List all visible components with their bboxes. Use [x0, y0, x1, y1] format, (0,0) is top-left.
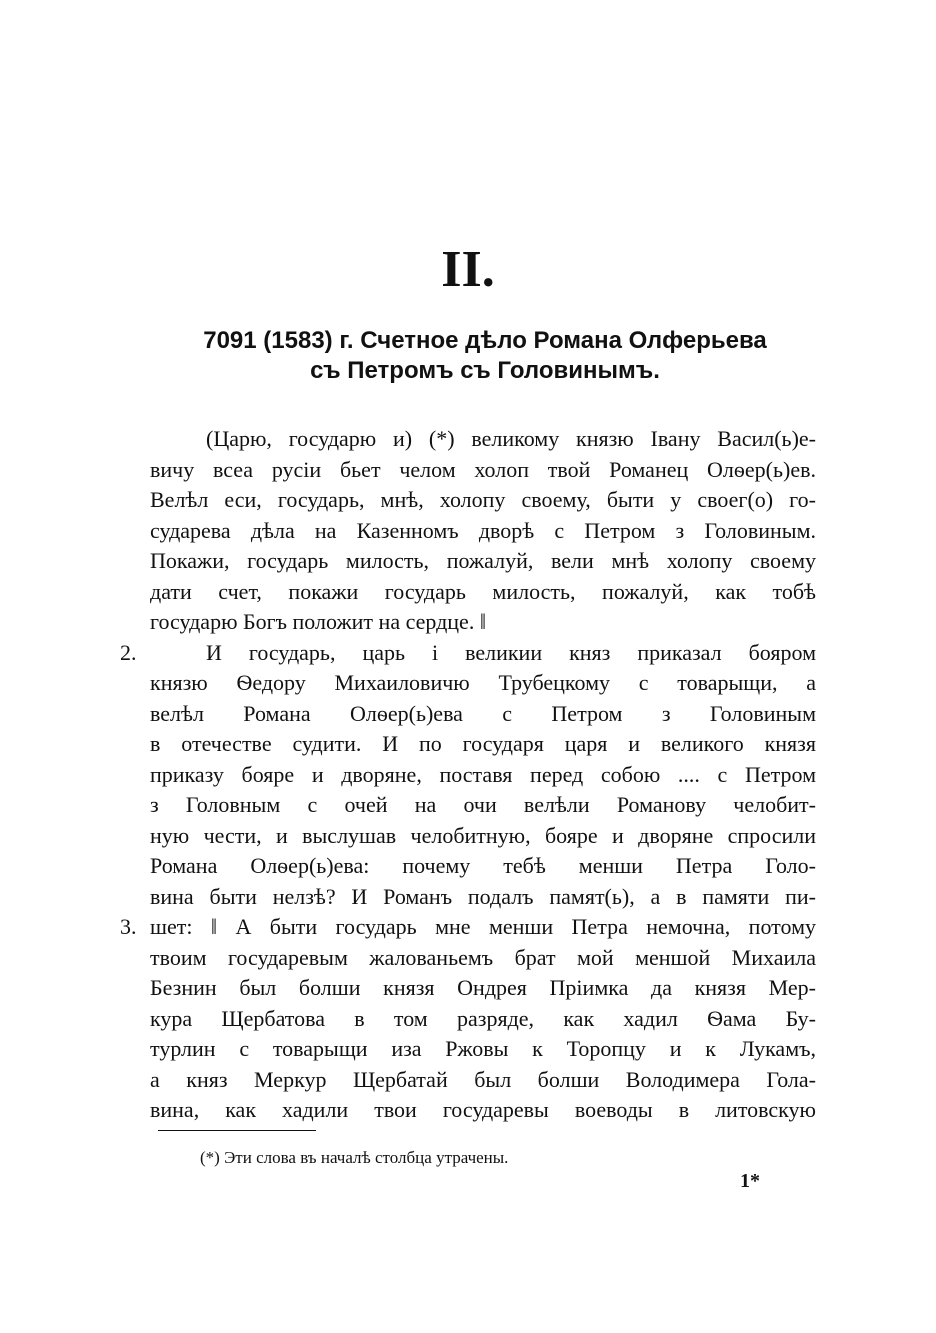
text-line: з Головным с очей на очи велѣли Романову челобит- — [150, 792, 816, 817]
document-heading — [140, 326, 830, 386]
footnote-divider — [158, 1130, 316, 1131]
text-line: вичу всеа русіи бьет челом холоп твой Романец Олѳер(ь)ев. — [150, 456, 816, 482]
text-line-numbered — [120, 912, 816, 943]
text-line: Безнин был болши князя Ондрея Пріимка да князя Мер- — [150, 975, 816, 1000]
text-line: приказу бояре и дворяне, поставя перед собою .... с Петром — [150, 761, 816, 787]
text-line: сударева дѣла на Казенномъ дворѣ с Петром з Головиным. — [150, 517, 816, 543]
text-line: дати счет, покажи государь милость, пожалуй, как тобѣ — [150, 578, 816, 604]
text-line: государю Богъ положит на сердце. ‖ — [150, 609, 486, 634]
section-numeral: II. — [441, 241, 495, 298]
text-line: Романа Олѳер(ь)ева: почему тебѣ менши Петра Голо- — [150, 853, 816, 878]
document-body — [120, 424, 816, 1126]
text-line: велѣл Романа Олѳер(ь)ева с Петром з Головиным — [150, 700, 816, 726]
text-line: твоим государевым жалованьемъ брат мой меншой Михаила — [150, 944, 816, 970]
text-line-content: шет: ‖ А быти государь мне менши Петра немочна, потому — [150, 914, 816, 939]
text-line: в отечестве судити. И по государя царя и великого князя — [150, 731, 816, 756]
text-line: Велѣл еси, государь, мнѣ, холопу своему, быти у своег(о) го- — [150, 487, 816, 512]
margin-number: 2. — [120, 639, 137, 665]
text-line: а княз Меркур Щербатай был болши Володимера Гола- — [150, 1066, 816, 1092]
text-line-numbered — [120, 638, 816, 669]
text-line: вина быти нелзѣ? И Романъ подалъ памят(ь), а в памяти пи- — [150, 883, 816, 909]
text-line: Покажи, государь милость, пожалуй, вели мнѣ холопу своему — [150, 548, 816, 573]
text-line: турлин с товарыщи иза Ржовы к Торопцу и к Лукамъ, — [150, 1036, 816, 1061]
text-line-content: И государь, царь і великии княз приказал бояром — [206, 639, 816, 665]
text-line: князю Ѳедору Михаиловичю Трубецкому с товарыщи, а — [150, 670, 816, 695]
margin-number: 3. — [120, 914, 137, 939]
text-line: ную чести, и выслушав челобитную, бояре и дворяне спросили — [150, 822, 816, 848]
footnote: (*) Эти слова въ началѣ столбца утрачены. — [200, 1148, 509, 1167]
page-number: 1* — [740, 1170, 760, 1192]
text-line: (Царю, государю и) (*) великому князю Івану Васил(ь)е- — [206, 426, 816, 451]
heading-line-1: 7091 (1583) г. Счетное дѣло Романа Олферьева — [203, 327, 767, 354]
heading-line-2: съ Петромъ съ Головинымъ. — [310, 357, 660, 384]
text-line: кура Щербатова в том разряде, как хадил Ѳама Бу- — [150, 1005, 816, 1031]
text-line: вина, как хадили твои государевы воеводы в литовскую — [150, 1097, 816, 1122]
